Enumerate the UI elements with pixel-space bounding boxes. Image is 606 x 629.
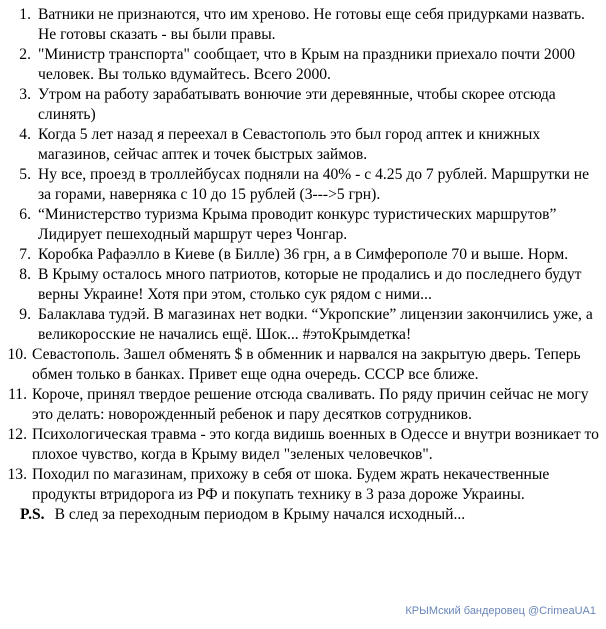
list-item: [6, 205, 600, 245]
numbered-list: [6, 5, 600, 505]
item-text: Севастополь. Зашел обменять $ в обменник и нарвался на закрытую дверь. Теперь обмен только в банках. Привет еще одна очередь. СССР все ближе.: [32, 346, 581, 383]
list-item: [6, 165, 600, 205]
list-item: [6, 45, 600, 85]
item-number: 1.: [19, 6, 31, 23]
item-text: Когда 5 лет назад я переехал в Севастополь это был город аптек и книжных магазинов, сейчас аптек и точек быстрых займов.: [38, 126, 541, 163]
item-number: 7.: [19, 246, 31, 263]
item-text: Походил по магазинам, прихожу в себя от шока. Будем жрать некачественные продукты втридорога из РФ и покупать технику в 3 раза дороже Украины.: [32, 466, 550, 503]
item-number: 3.: [19, 86, 31, 103]
item-text: "Министр транспорта" сообщает, что в Крым на праздники приехало почти 2000 человек. Вы только вдумайтесь. Всего 2000.: [38, 46, 576, 83]
list-item: [6, 5, 600, 45]
list-item: [6, 305, 600, 345]
list-item: [6, 125, 600, 165]
item-text: Балаклава тудэй. В магазинах нет водки. “Укропские” лицензии закончились уже, а великоросские не начались ещё. Шок... #этоКрымдетка!: [38, 306, 593, 343]
item-number: 2.: [19, 46, 31, 63]
item-text: Короче, принял твердое решение отсюда сваливать. По ряду причин сейчас не могу это делать: новорожденный ребенок и пару десятков сотрудников.: [32, 386, 589, 423]
list-item: [6, 345, 600, 385]
list-item: [6, 245, 600, 265]
item-text: Утром на работу зарабатывать вонючие эти деревянные, чтобы скорее отсюда слинять): [38, 86, 556, 123]
list-item: [6, 265, 600, 305]
item-number: 8.: [19, 266, 31, 283]
postscript: [6, 505, 600, 525]
item-number: 13.: [7, 466, 27, 483]
item-number: 12.: [7, 426, 27, 443]
author-credit: КРЫМский бандеровец @CrimeaUA1: [405, 605, 596, 617]
item-number: 11.: [8, 386, 27, 403]
item-text: В Крыму осталось много патриотов, которые не продались и до последнего будут верны Украине! Хотя при этом, столько сук рядом с ними...: [38, 266, 582, 303]
item-text: “Министерство туризма Крыма проводит конкурс туристических маршрутов” Лидирует пешеходный маршрут через Чонгар.: [38, 206, 557, 243]
item-number: 9.: [19, 306, 31, 323]
list-item: [6, 465, 600, 505]
postscript-text: В след за переходным периодом в Крыму начался исходный...: [54, 506, 466, 523]
list-item: [6, 85, 600, 125]
item-text: Коробка Рафаэлло в Киеве (в Билле) 36 грн, а в Симферополе 70 и выше. Норм.: [38, 246, 569, 263]
item-text: Ну все, проезд в троллейбусах подняли на 40% - с 4.25 до 7 рублей. Маршрутки не за горами, наверняка с 10 до 15 рублей (3--->5 грн).: [38, 166, 590, 203]
list-item: [6, 385, 600, 425]
item-text: Ватники не признаются, что им хреново. Не готовы еще себя придурками назвать. Не готовы сказать - вы были правы.: [38, 6, 585, 43]
list-item: [6, 425, 600, 465]
item-number: 6.: [19, 206, 31, 223]
item-number: 10.: [7, 346, 27, 363]
item-text: Психологическая травма - это когда видишь военных в Одессе и внутри возникает то плохое чувство, когда в Крыму видел "зеленых человечков".: [32, 426, 599, 463]
item-number: 5.: [19, 166, 31, 183]
item-number: 4.: [19, 126, 31, 143]
postscript-label: P.S.: [20, 506, 45, 523]
